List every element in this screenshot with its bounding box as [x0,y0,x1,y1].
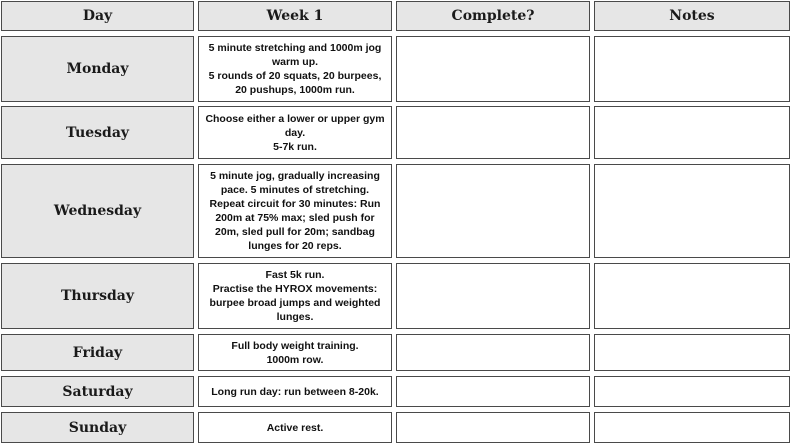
notes-cell-wednesday[interactable] [594,164,790,258]
complete-cell-thursday[interactable] [396,263,590,329]
notes-cell-friday[interactable] [594,334,790,371]
notes-cell-tuesday[interactable] [594,106,790,159]
plan-cell-friday: Full body weight training. 1000m row. [198,334,392,371]
header-day: Day [1,1,194,31]
plan-cell-tuesday: Choose either a lower or upper gym day. 5-7k run. [198,106,392,159]
notes-cell-monday[interactable] [594,36,790,102]
complete-cell-friday[interactable] [396,334,590,371]
day-cell-wednesday: Wednesday [1,164,194,258]
day-cell-sunday: Sunday [1,412,194,443]
notes-cell-saturday[interactable] [594,376,790,407]
plan-cell-monday: 5 minute stretching and 1000m jog warm up. 5 rounds of 20 squats, 20 burpees, 20 pushups, 1000m run. [198,36,392,102]
day-cell-tuesday: Tuesday [1,106,194,159]
notes-cell-sunday[interactable] [594,412,790,443]
header-complete: Complete? [396,1,590,31]
day-cell-friday: Friday [1,334,194,371]
notes-cell-thursday[interactable] [594,263,790,329]
day-cell-monday: Monday [1,36,194,102]
header-week: Week 1 [198,1,392,31]
complete-cell-monday[interactable] [396,36,590,102]
plan-cell-saturday: Long run day: run between 8-20k. [198,376,392,407]
plan-cell-sunday: Active rest. [198,412,392,443]
plan-cell-thursday: Fast 5k run. Practise the HYROX movements: burpee broad jumps and weighted lunges. [198,263,392,329]
complete-cell-wednesday[interactable] [396,164,590,258]
complete-cell-saturday[interactable] [396,376,590,407]
complete-cell-sunday[interactable] [396,412,590,443]
day-cell-saturday: Saturday [1,376,194,407]
day-cell-thursday: Thursday [1,263,194,329]
complete-cell-tuesday[interactable] [396,106,590,159]
header-notes: Notes [594,1,790,31]
plan-cell-wednesday: 5 minute jog, gradually increasing pace. 5 minutes of stretching. Repeat circuit for 30 minutes: Run 200m at 75% max; sled push for 20m, sled pull for 20m; sandbag lunges for 20 reps. [198,164,392,258]
